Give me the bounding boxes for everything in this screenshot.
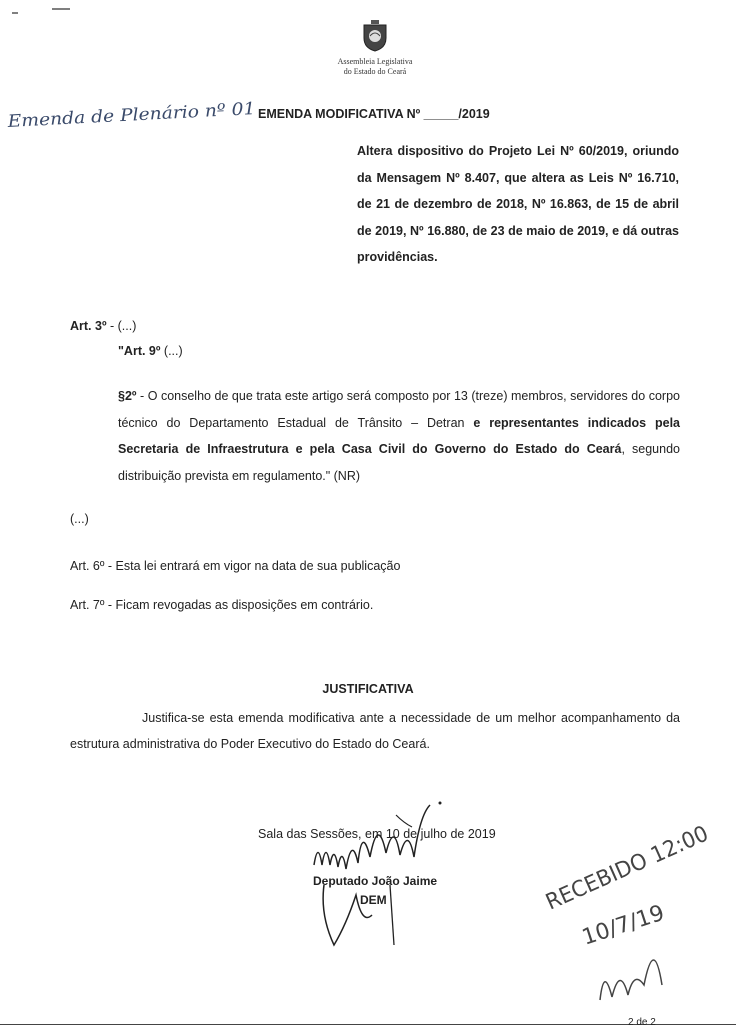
par2-text-a: - O conselho de que trata este artigo será composto por 13 (treze) membros, servidores do corpo técnico do Departamento Estadual de Trânsito – Detran xyxy=(118,389,680,430)
institution-line1: Assembleia Legislativa xyxy=(337,57,413,66)
signature-scribble xyxy=(300,795,450,955)
summary-ementa: Altera dispositivo do Projeto Lei Nº 60/2019, oriundo da Mensagem Nº 8.407, que altera as Leis Nº 16.710, de 21 de dezembro de 2018, Nº 16.863, de 15 de abril de 2019, Nº 16.880, de 23 de maio de 2019, e dá outras providências. xyxy=(357,144,679,264)
justification-text xyxy=(70,705,680,757)
institution-line2: do Estado do Ceará xyxy=(343,67,407,76)
stamp-date: 10/7/19 xyxy=(579,900,668,951)
par2-text-b: , segundo distribuição prevista em regulamento." (NR) xyxy=(118,442,680,483)
par2-label: §2º xyxy=(118,389,137,403)
handwritten-note-text: Emenda de Plenário nº 01 xyxy=(7,100,234,132)
justification-body: Justifica-se esta emenda modificativa ante a necessidade de um melhor acompanhamento da estrutura administrativa do Poder Executivo do Estado do Ceará. xyxy=(70,711,680,751)
page-number: 2 de 2 xyxy=(628,1017,656,1028)
art9-rest: (...) xyxy=(160,344,183,358)
signer-name: Deputado João Jaime xyxy=(313,874,438,888)
assembly-crest-icon xyxy=(362,20,388,52)
paragraph-2 xyxy=(118,383,680,489)
par2-text-bold: e representantes indicados pela Secretaria de Infraestrutura e pela Casa Civil do Governo do Estado do Ceará xyxy=(118,415,680,456)
art3-line xyxy=(70,319,136,333)
place-date: Sala das Sessões, em 10 de julho de 2019 xyxy=(258,827,496,841)
handwritten-note xyxy=(8,100,260,140)
footer-rule xyxy=(0,1024,736,1025)
art6-line: Art. 6º - Esta lei entrará em vigor na data de sua publicação xyxy=(70,559,401,573)
art9-label: "Art. 9º xyxy=(118,344,161,358)
art3-label: Art. 3º xyxy=(70,319,107,333)
received-stamp xyxy=(540,815,736,1015)
art9-line xyxy=(118,344,183,358)
signer-party: DEM xyxy=(360,893,387,907)
stamp-received: RECEBIDO 12:00 xyxy=(542,817,722,916)
art3-rest: - (...) xyxy=(106,319,137,333)
ellipsis: (...) xyxy=(70,512,89,526)
scan-mark xyxy=(8,0,70,16)
document-title: EMENDA MODIFICATIVA Nº _____/2019 xyxy=(258,107,490,121)
art7-line: Art. 7º - Ficam revogadas as disposições em contrário. xyxy=(70,598,374,612)
justification-heading: JUSTIFICATIVA xyxy=(322,682,414,696)
institution-name xyxy=(300,57,450,77)
